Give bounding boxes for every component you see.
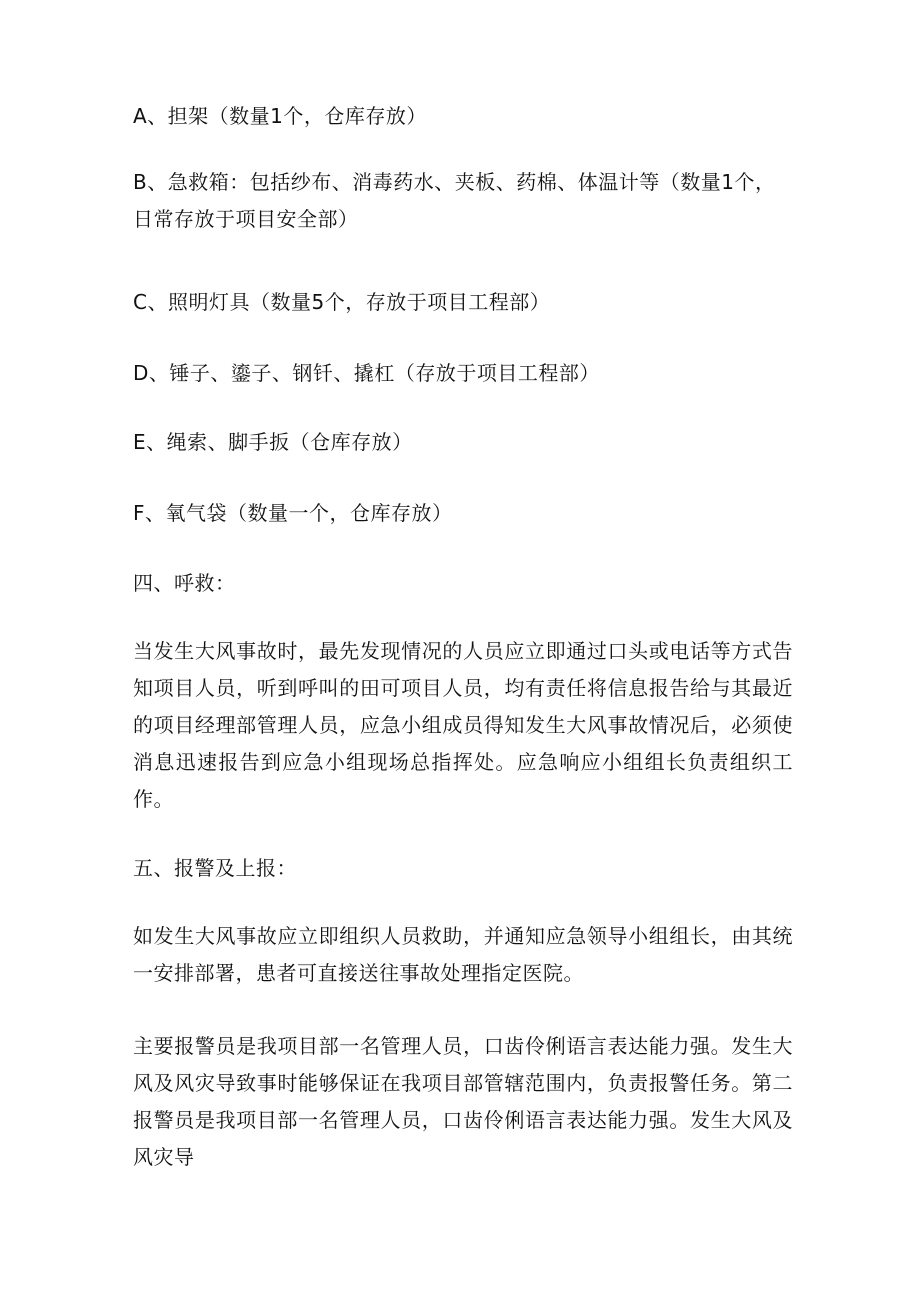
section-5-body-1: 如发生大风事故应立即组织人员救助，并通知应急领导小组组长，由其统一安排部署，患者可直接送往事故处理指定医院。 <box>133 924 793 985</box>
section-4-body: 当发生大风事故时，最先发现情况的人员应立即通过口头或电话等方式告知项目人员，听到呼叫的田可项目人员，均有责任将信息报告给与其最近的项目经理部管理人员，应急小组成员得知发生大风事故情况后，必须使消息迅速报告到应急小组现场总指挥处。应急响应小组组长负责组织工作。 <box>133 639 793 811</box>
section-5-body-2: 主要报警员是我项目部一名管理人员，口齿伶俐语言表达能力强。发生大风及风灾导致事时能够保证在我项目部管辖范围内，负责报警任务。第二报警员是我项目部一名管理人员，口齿伶俐语言表达能力强。发生大风及风灾导 <box>133 1034 793 1169</box>
item-f-oxygen-bag: F、氧气袋（数量一个，仓库存放） <box>133 501 453 525</box>
section-5-heading: 五、报警及上报： <box>133 856 297 880</box>
item-a-stretcher: A、担架（数量1个，仓库存放） <box>133 104 427 128</box>
item-d-tools: D、锤子、鎏子、钢钎、撬杠（存放于项目工程部） <box>133 361 600 385</box>
item-b-first-aid-kit: B、急救箱：包括纱布、消毒药水、夹板、药棉、体温计等（数量1个，日常存放于项目安全部） <box>133 170 776 231</box>
section-4-heading: 四、呼救： <box>133 571 236 595</box>
item-c-lighting: C、照明灯具（数量5个，存放于项目工程部） <box>133 290 551 314</box>
item-e-ropes: E、绳索、脚手扳（仓库存放） <box>133 430 413 454</box>
